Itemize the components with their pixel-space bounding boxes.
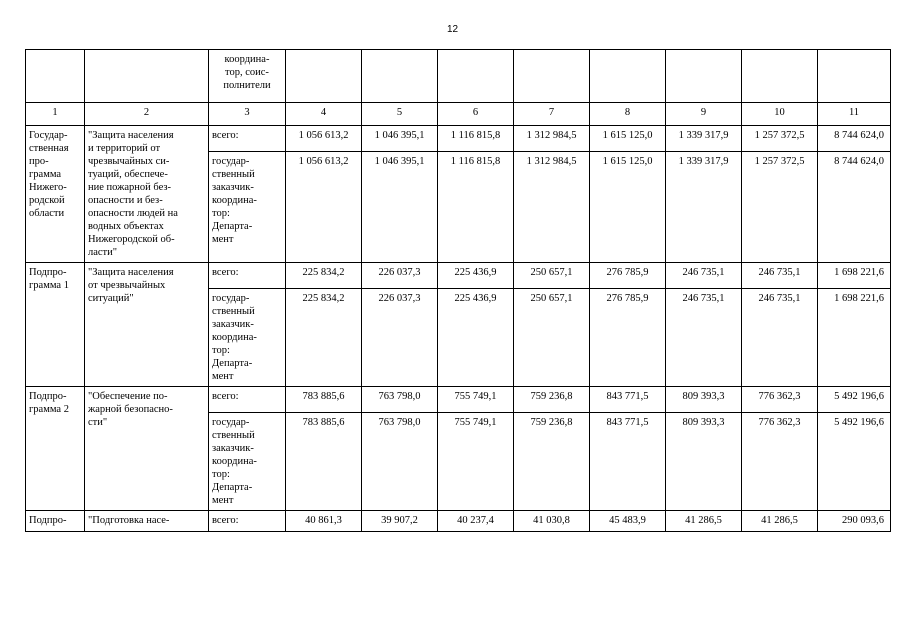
total-label: всего:	[209, 263, 286, 289]
total-value: 226 037,3	[362, 263, 438, 289]
page-number: 12	[446, 24, 459, 35]
header-cell	[286, 50, 362, 103]
table-row	[26, 387, 891, 413]
header-cell	[818, 50, 891, 103]
total-value: 1 698 221,6	[818, 263, 891, 289]
total-value: 1 312 984,5	[514, 126, 590, 152]
customer-label: государ- ственный заказчик- координа- тор: Департа- мент	[209, 413, 286, 511]
customer-label: государ- ственный заказчик- координа- тор: Департа- мент	[209, 152, 286, 263]
total-label: всего:	[209, 387, 286, 413]
header-cell	[85, 50, 209, 103]
customer-value: 276 785,9	[590, 289, 666, 387]
column-number-row	[26, 103, 891, 126]
program-title: "Защита населения и территорий от чрезвычайных си- туаций, обеспече- ние пожарной без- опасности и без- опасности людей на водных объектах Нижегородской об- ласти"	[85, 126, 209, 263]
customer-value: 226 037,3	[362, 289, 438, 387]
total-value: 40 237,4	[438, 511, 514, 532]
total-value: 41 030,8	[514, 511, 590, 532]
customer-value: 755 749,1	[438, 413, 514, 511]
total-label: всего:	[209, 511, 286, 532]
table-row	[26, 511, 891, 532]
customer-value: 246 735,1	[742, 289, 818, 387]
customer-value: 783 885,6	[286, 413, 362, 511]
header-cell	[514, 50, 590, 103]
column-number: 8	[590, 103, 666, 126]
total-value: 759 236,8	[514, 387, 590, 413]
customer-value: 250 657,1	[514, 289, 590, 387]
total-value: 1 615 125,0	[590, 126, 666, 152]
total-value: 40 861,3	[286, 511, 362, 532]
column-number: 1	[26, 103, 85, 126]
column-number: 11	[818, 103, 891, 126]
header-cell	[362, 50, 438, 103]
customer-value: 759 236,8	[514, 413, 590, 511]
table-row	[26, 263, 891, 289]
column-number: 10	[742, 103, 818, 126]
program-title: "Защита населения от чрезвычайных ситуаций"	[85, 263, 209, 387]
total-value: 45 483,9	[590, 511, 666, 532]
table-body	[26, 50, 891, 532]
column-number: 7	[514, 103, 590, 126]
program-name: Государ- ственная про- грамма Нижего- родской области	[26, 126, 85, 263]
header-cell	[26, 50, 85, 103]
column-number: 9	[666, 103, 742, 126]
total-value: 1 339 317,9	[666, 126, 742, 152]
column-number: 6	[438, 103, 514, 126]
customer-value: 843 771,5	[590, 413, 666, 511]
program-name: Подпро- грамма 2	[26, 387, 85, 511]
customer-value: 246 735,1	[666, 289, 742, 387]
customer-value: 1 615 125,0	[590, 152, 666, 263]
program-name: Подпро- грамма 1	[26, 263, 85, 387]
total-value: 225 834,2	[286, 263, 362, 289]
customer-value: 1 257 372,5	[742, 152, 818, 263]
program-title: "Подготовка насе-	[85, 511, 209, 532]
column-number: 3	[209, 103, 286, 126]
table-row	[26, 126, 891, 152]
program-name: Подпро-	[26, 511, 85, 532]
total-value: 809 393,3	[666, 387, 742, 413]
total-value: 1 046 395,1	[362, 126, 438, 152]
customer-value: 225 834,2	[286, 289, 362, 387]
header-cell	[590, 50, 666, 103]
customer-value: 1 698 221,6	[818, 289, 891, 387]
program-title: "Обеспечение по- жарной безопасно- сти"	[85, 387, 209, 511]
total-value: 225 436,9	[438, 263, 514, 289]
total-value: 5 492 196,6	[818, 387, 891, 413]
total-value: 783 885,6	[286, 387, 362, 413]
total-label: всего:	[209, 126, 286, 152]
customer-value: 5 492 196,6	[818, 413, 891, 511]
customer-value: 776 362,3	[742, 413, 818, 511]
total-value: 290 093,6	[818, 511, 891, 532]
total-value: 763 798,0	[362, 387, 438, 413]
column-number: 4	[286, 103, 362, 126]
total-value: 246 735,1	[742, 263, 818, 289]
customer-value: 1 056 613,2	[286, 152, 362, 263]
column-number: 2	[85, 103, 209, 126]
total-value: 755 749,1	[438, 387, 514, 413]
column-number: 5	[362, 103, 438, 126]
total-value: 8 744 624,0	[818, 126, 891, 152]
header-cell	[666, 50, 742, 103]
header-continuation-row	[26, 50, 891, 103]
total-value: 250 657,1	[514, 263, 590, 289]
header-cell-col3: координа- тор, соис- полнители	[209, 50, 286, 103]
total-value: 1 116 815,8	[438, 126, 514, 152]
total-value: 41 286,5	[742, 511, 818, 532]
customer-value: 1 046 395,1	[362, 152, 438, 263]
customer-value: 1 116 815,8	[438, 152, 514, 263]
customer-label: государ- ственный заказчик- координа- тор: Департа- мент	[209, 289, 286, 387]
customer-value: 8 744 624,0	[818, 152, 891, 263]
customer-value: 763 798,0	[362, 413, 438, 511]
customer-value: 225 436,9	[438, 289, 514, 387]
customer-value: 1 312 984,5	[514, 152, 590, 263]
budget-table	[25, 49, 891, 532]
total-value: 1 257 372,5	[742, 126, 818, 152]
total-value: 843 771,5	[590, 387, 666, 413]
total-value: 246 735,1	[666, 263, 742, 289]
total-value: 39 907,2	[362, 511, 438, 532]
header-cell	[438, 50, 514, 103]
total-value: 41 286,5	[666, 511, 742, 532]
header-cell	[742, 50, 818, 103]
total-value: 1 056 613,2	[286, 126, 362, 152]
customer-value: 1 339 317,9	[666, 152, 742, 263]
customer-value: 809 393,3	[666, 413, 742, 511]
total-value: 776 362,3	[742, 387, 818, 413]
total-value: 276 785,9	[590, 263, 666, 289]
